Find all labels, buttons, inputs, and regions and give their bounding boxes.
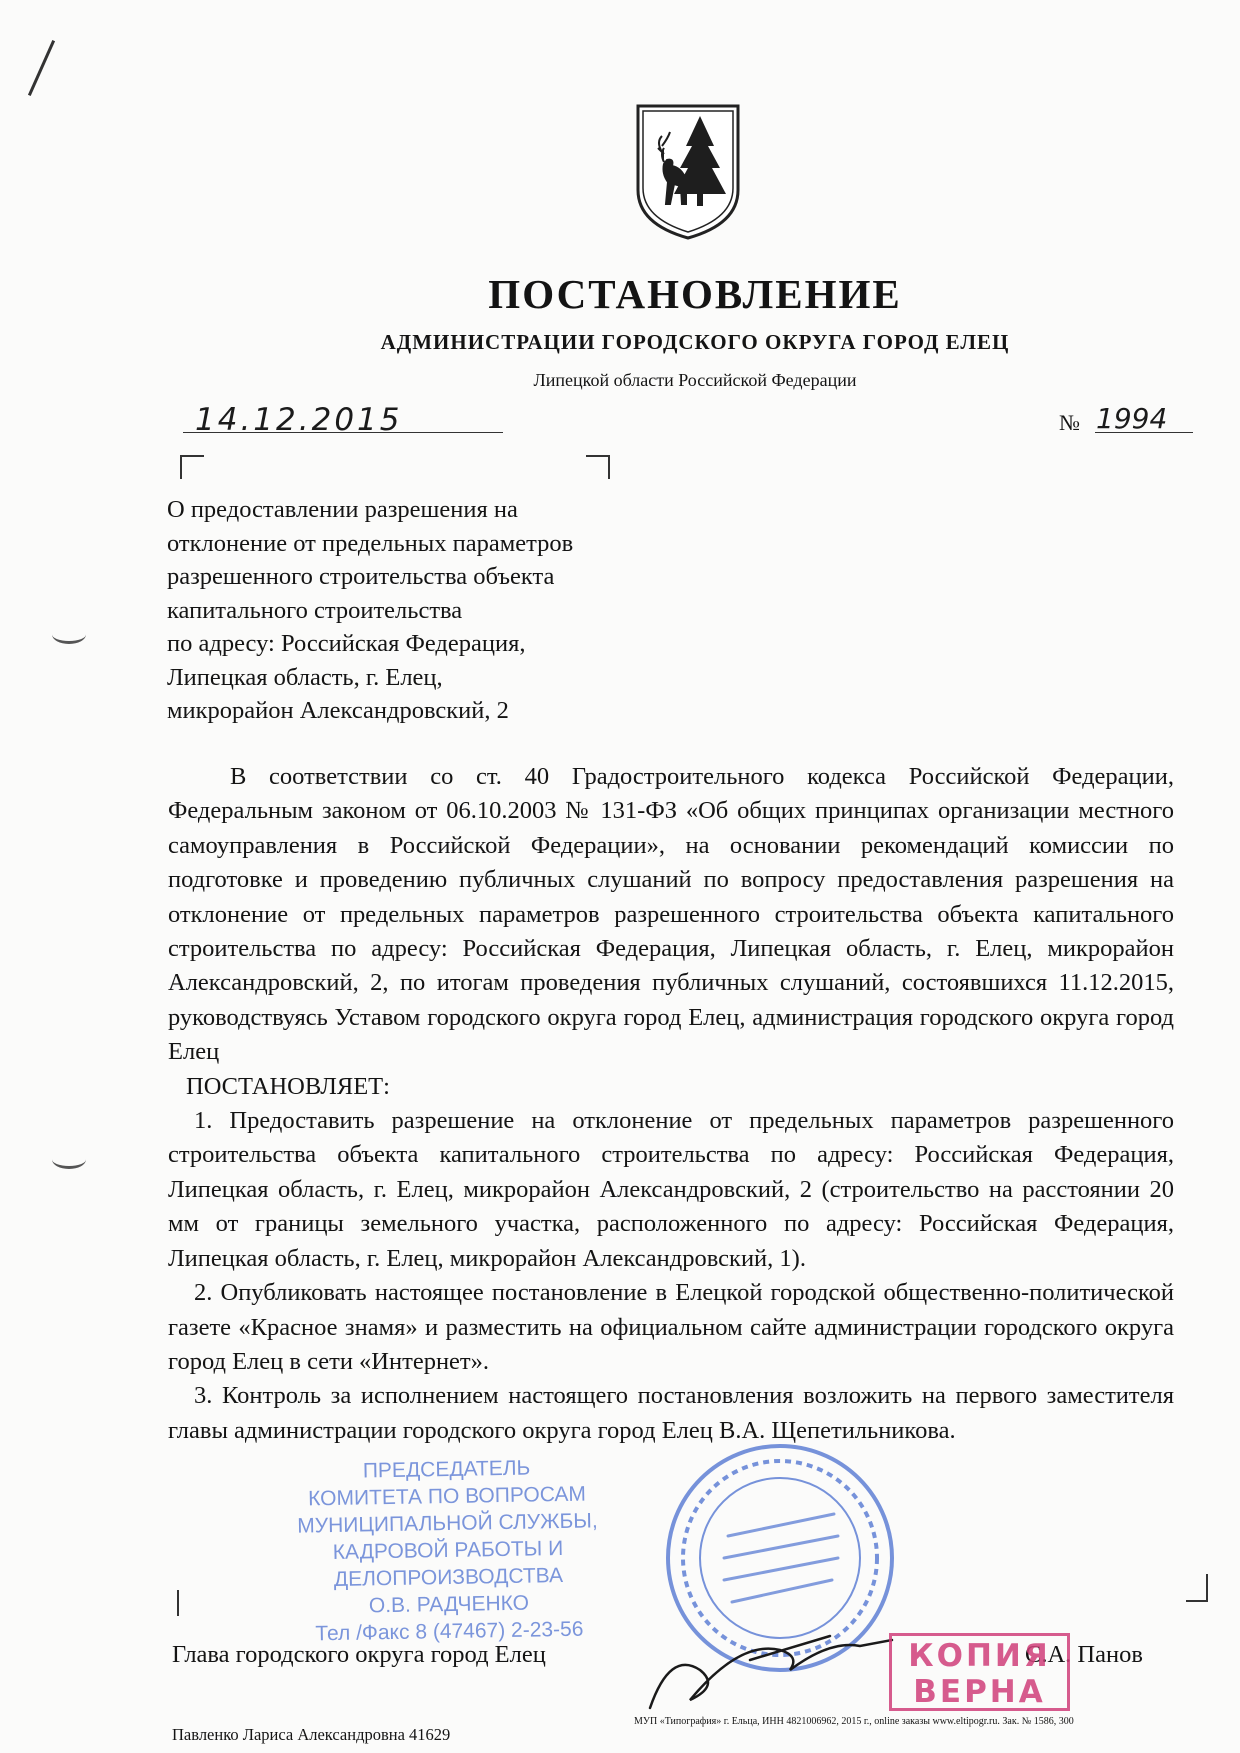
date-underline xyxy=(183,432,503,433)
punch-hole-mark xyxy=(52,625,86,644)
subject-line: отклонение от предельных параметров xyxy=(167,529,574,557)
subject-block xyxy=(167,493,687,728)
signatory-name: С.А. Панов xyxy=(1025,1641,1143,1668)
number-label: № xyxy=(1059,410,1080,435)
item-paragraph: 2. Опубликовать настоящее постановление в Елецкой городской общественно-политической газете «Красное знамя» и разместить на официальном сайте администрации городского округа город Елец в сети «Интернет». xyxy=(168,1279,1174,1375)
stamp-line: КОПИЯ xyxy=(908,1638,1051,1674)
punch-hole-mark xyxy=(52,1150,86,1169)
corner-bracket xyxy=(1186,1574,1208,1602)
document-title: ПОСТАНОВЛЕНИЕ xyxy=(488,271,902,317)
subject-line: микрорайон Александровский, 2 xyxy=(167,697,509,724)
corner-bracket xyxy=(586,455,610,479)
document-number: 1994 xyxy=(1096,402,1168,435)
coat-of-arms-emblem xyxy=(634,102,742,242)
authority-title: АДМИНИСТРАЦИИ ГОРОДСКОГО ОКРУГА ГОРОД ЕЛЕЦ xyxy=(380,330,1010,354)
decree-heading: ПОСТАНОВЛЯЕТ: xyxy=(186,1072,390,1100)
subject-line: капитального строительства xyxy=(167,596,463,624)
stamp-line: КАДРОВОЙ РАБОТЫ И xyxy=(332,1536,564,1565)
preamble-paragraph: В соответствии со ст. 40 Градостроительного кодекса Российской Федерации, Федеральным законом от 06.10.2003 № 131-ФЗ «Об общих принципах организации местного самоуправления в Российской Федерации», на основании рекомендаций комиссии по подготовке и проведению публичных слушаний по вопросу предоставления разрешения на отклонение от предельных параметров разрешенного строительства объекта капитального строительства по адресу: Российская Федерация, Липецкая область, г. Елец, микрорайон Александровский, 2, по итогам проведения публичных слушаний, состоявшихся 11.12.2015, руководствуясь Уставом городского округа город Елец, администрация городского округа город Елец xyxy=(168,763,1174,1066)
item-paragraph: 3. Контроль за исполнением настоящего постановления возложить на первого заместителя главы администрации городского округа город Елец В.А. Щепетильникова. xyxy=(168,1382,1174,1444)
executor-line: Павленко Лариса Александровна 41629 xyxy=(172,1725,451,1744)
stamp-line: ВЕРНА xyxy=(913,1674,1046,1710)
corner-bracket xyxy=(180,455,204,479)
committee-stamp xyxy=(266,1453,629,1648)
handwritten-signature xyxy=(630,1610,910,1720)
subject-line: Липецкая область, г. Елец, xyxy=(167,663,443,691)
document-body xyxy=(168,760,1174,1448)
region-line: Липецкой области Российской Федерации xyxy=(533,370,857,390)
signatory-position: Глава городского округа город Елец xyxy=(172,1641,546,1668)
stamp-line: МУНИЦИПАЛЬНОЙ СЛУЖБЫ, xyxy=(297,1509,598,1538)
item-paragraph: 1. Предоставить разрешение на отклонение от предельных параметров разрешенного строительства объекта капитального строительства по адресу: Российская Федерация, Липецкая область, г. Елец, микрорайон Александровский, 2 (строительство на расстоянии 20 мм от границы земельного участка, расположенного по адресу: Российская Федерация, Липецкая область, г. Елец, микрорайон Александровский, 1). xyxy=(168,1107,1174,1272)
stamp-line: КОМИТЕТА ПО ВОПРОСАМ xyxy=(307,1482,587,1511)
subject-line: разрешенного строительства объекта xyxy=(167,563,555,590)
subject-line: по адресу: Российская Федерация, xyxy=(167,630,526,657)
subject-line: О предоставлении разрешения на xyxy=(167,496,518,523)
stamp-line: Тел /Факс 8 (47467) 2-23-56 xyxy=(315,1617,584,1646)
stamp-line: О.В. РАДЧЕНКО xyxy=(368,1591,530,1618)
copy-certified-stamp xyxy=(889,1633,1070,1711)
scan-mark xyxy=(28,40,55,96)
stamp-line: ПРЕДСЕДАТЕЛЬ xyxy=(362,1456,531,1483)
corner-bracket xyxy=(177,1590,179,1616)
print-info: МУП «Типография» г. Ельца, ИНН 4821006962, 2015 г., online заказы www.eltipogr.ru. Зак. № 1586, 300 xyxy=(634,1716,1074,1727)
stamp-line: ДЕЛОПРОИЗВОДСТВА xyxy=(333,1563,564,1591)
document-date: 14.12.2015 xyxy=(195,402,403,438)
number-underline xyxy=(1095,432,1193,433)
